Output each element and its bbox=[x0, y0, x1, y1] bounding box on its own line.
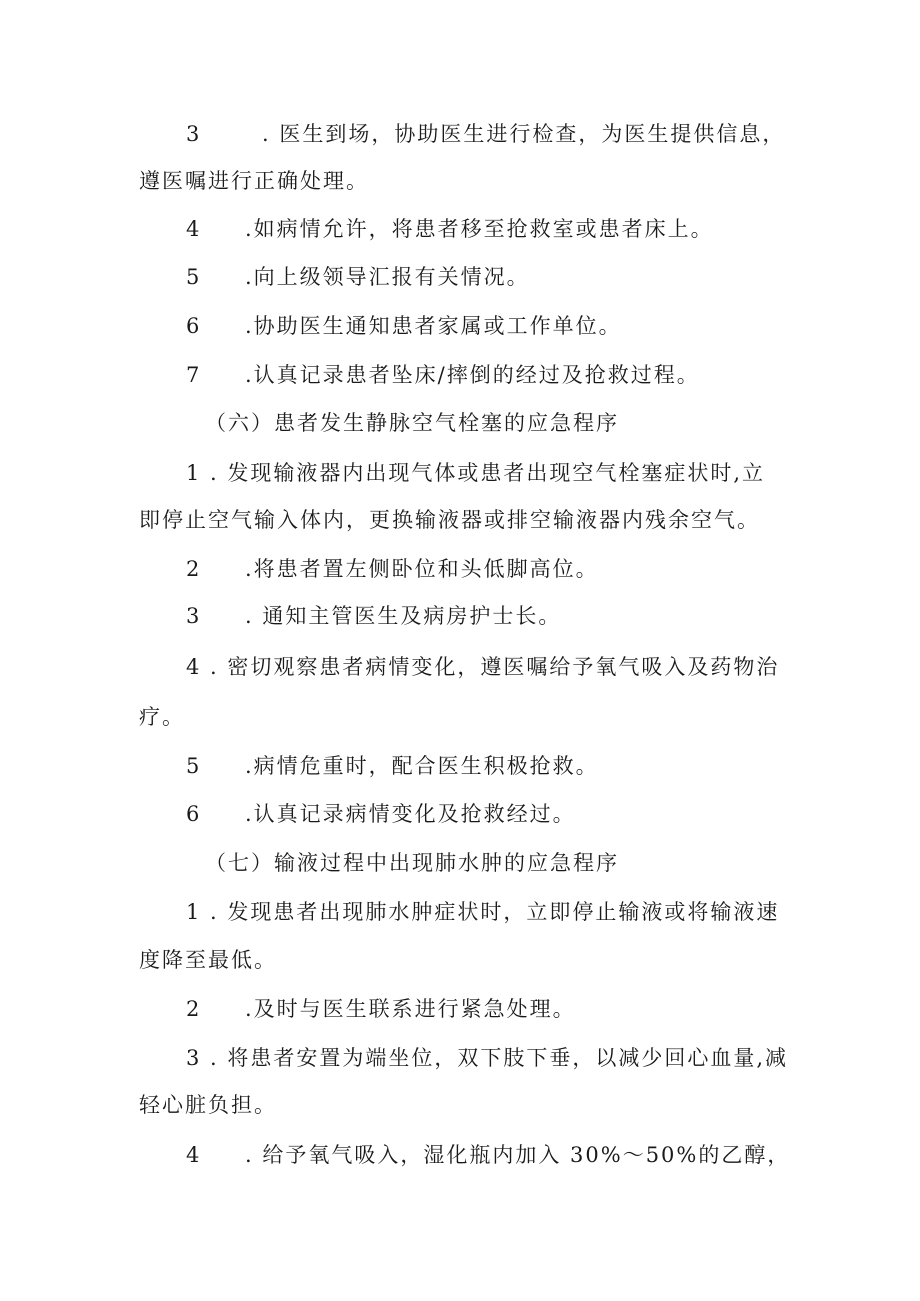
item-text: 度降至最低。 bbox=[139, 948, 277, 972]
heading-text: （六）患者发生静脉空气栓塞的应急程序 bbox=[205, 411, 619, 435]
item-number: 5 bbox=[186, 754, 202, 778]
item-text: .如病情允许，将患者移至抢救室或患者床上。 bbox=[245, 217, 714, 241]
item-number: 4 bbox=[186, 1143, 202, 1167]
item-number: 2 bbox=[186, 557, 202, 581]
item-number: 5 bbox=[186, 265, 202, 289]
item-text: 疗。 bbox=[139, 705, 185, 729]
item-text: . 给予氧气吸入，湿化瓶内加入 30%～50%的乙醇， bbox=[245, 1143, 791, 1167]
item-text: 即停止空气输入体内，更换输液器或排空输液器内残余空气。 bbox=[139, 508, 760, 532]
item-number: 3 bbox=[186, 122, 202, 146]
item-text: .及时与医生联系进行紧急处理。 bbox=[245, 997, 576, 1021]
item-number: 7 bbox=[186, 363, 202, 387]
item-text: .将患者置左侧卧位和头低脚高位。 bbox=[245, 557, 599, 581]
item-text: .协助医生通知患者家属或工作单位。 bbox=[245, 314, 622, 338]
item-text: 遵医嘱进行正确处理。 bbox=[139, 169, 369, 193]
item-text: . 通知主管医生及病房护士长。 bbox=[245, 604, 562, 628]
heading-text: （七）输液过程中出现肺水肿的应急程序 bbox=[205, 851, 619, 875]
item-text: . 医生到场，协助医生进行检查，为医生提供信息， bbox=[262, 122, 786, 146]
item-number: 6 bbox=[186, 314, 202, 338]
item-number: 3 bbox=[186, 604, 202, 628]
item-text: .病情危重时，配合医生积极抢救。 bbox=[245, 754, 599, 778]
item-text: 4 . 密切观察患者病情变化，遵医嘱给予氧气吸入及药物治 bbox=[186, 655, 780, 679]
item-number: 6 bbox=[186, 802, 202, 826]
item-number: 4 bbox=[186, 217, 202, 241]
item-text: 1 . 发现输液器内出现气体或患者出现空气栓塞症状时,立 bbox=[186, 461, 766, 485]
item-text: 轻心脏负担。 bbox=[139, 1093, 277, 1117]
item-text: 1 . 发现患者出现肺水肿症状时，立即停止输液或将输液速 bbox=[186, 900, 780, 924]
item-text: .向上级领导汇报有关情况。 bbox=[245, 265, 530, 289]
item-text: .认真记录患者坠床/摔倒的经过及抢救过程。 bbox=[245, 363, 700, 387]
item-text: 3 . 将患者安置为端坐位，双下肢下垂，以减少回心血量,减 bbox=[186, 1046, 789, 1070]
item-number: 2 bbox=[186, 997, 202, 1021]
item-text: .认真记录病情变化及抢救经过。 bbox=[245, 802, 576, 826]
